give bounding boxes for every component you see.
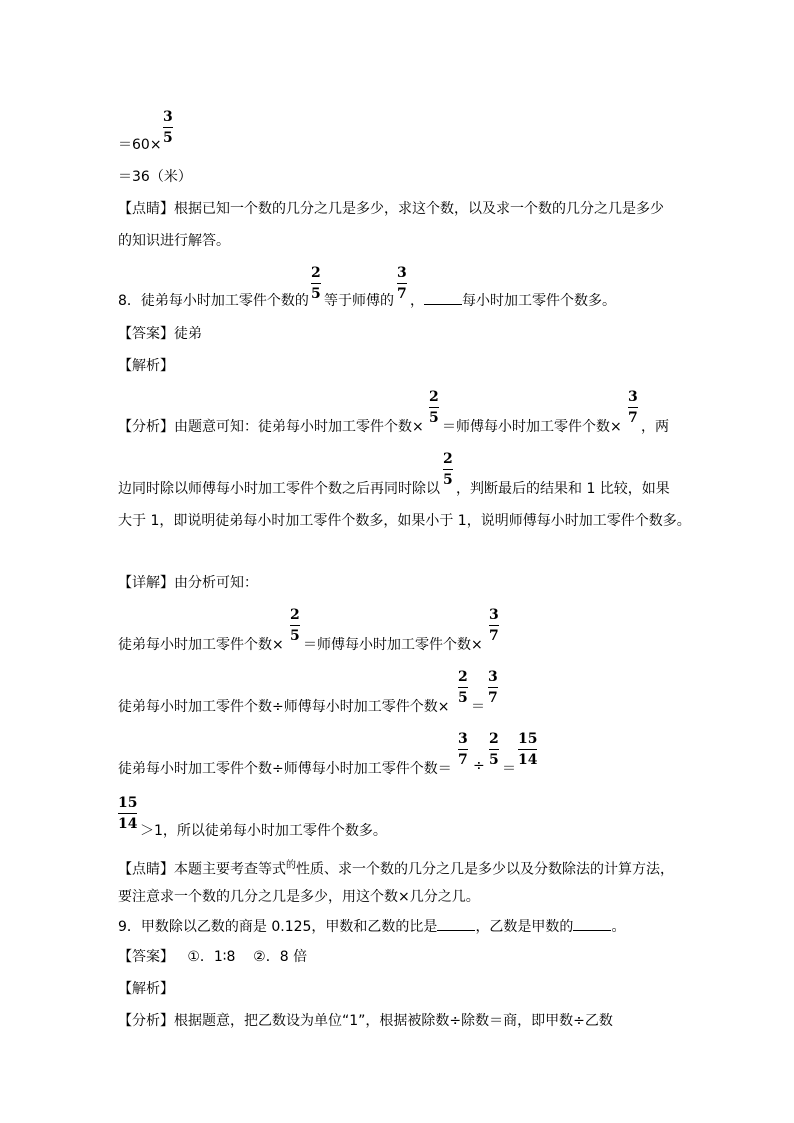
detail-title: 【详解】由分析可知： [118, 575, 258, 591]
analysis-line-3: 大于 1，即说明徒弟每小时加工零件个数多，如果小于 1，说明师傅每小时加工零件个数多。 [118, 513, 691, 529]
fraction-bar [163, 127, 173, 128]
fraction-bar [397, 283, 407, 284]
q9-answer: 【答案】 ①．1∶8 ②．8 倍 [118, 949, 308, 965]
q8-point-b: 性质、求一个数的几分之几是多少以及分数除法的计算方法， [296, 861, 674, 878]
q8-suffix: 每小时加工零件个数多。 [462, 293, 616, 309]
q8-prefix: 8．徒弟每小时加工零件个数的 [118, 293, 309, 309]
answer-blank [573, 918, 611, 931]
q9-part-3: 。 [611, 919, 626, 935]
denominator: 14 [518, 752, 538, 768]
denominator: 7 [489, 628, 499, 644]
fraction-bar [488, 687, 498, 688]
calc-line-2: ＝36（米） [118, 169, 192, 185]
detail-eq-2-equals: ＝ [471, 699, 485, 715]
detail-eq-1-mid: ＝师傅每小时加工零件个数× [303, 637, 483, 653]
denominator: 5 [443, 472, 453, 488]
fraction-bar [118, 813, 137, 814]
numerator: 15 [518, 731, 538, 747]
numerator: 2 [489, 731, 499, 747]
numerator: 3 [163, 109, 173, 125]
denominator: 7 [458, 752, 468, 768]
denominator: 5 [311, 286, 321, 302]
fraction-bar [311, 283, 321, 284]
denominator: 7 [397, 286, 407, 302]
analysis-line-1-end: ，两 [641, 419, 669, 435]
fraction [290, 607, 300, 644]
q8-comma: ， [410, 293, 424, 309]
q8-point-a: 【点睛】本题主要考查等式 [118, 861, 286, 878]
fraction-bar [290, 625, 300, 626]
fraction [311, 265, 321, 302]
point-line-2: 的知识进行解答。 [118, 233, 230, 249]
detail-eq-3-text: 徒弟每小时加工零件个数÷师傅每小时加工零件个数＝ [118, 761, 452, 777]
fraction-bar [518, 749, 537, 750]
fraction [163, 109, 173, 146]
fraction [488, 669, 498, 706]
numerator: 3 [489, 607, 499, 623]
numerator: 2 [458, 669, 468, 685]
q9-part-2: ，乙数是甲数的 [475, 919, 574, 935]
q8-answer: 【答案】徒弟 [118, 326, 202, 342]
numerator: 3 [397, 265, 407, 281]
fraction [489, 731, 499, 768]
q8-point-line-2: 要注意求一个数的几分之几是多少，用这个数×几分之几。 [118, 889, 480, 905]
numerator: 3 [488, 669, 498, 685]
q9-part-1: 9．甲数除以乙数的商是 0.125，甲数和乙数的比是 [118, 919, 438, 935]
q8-point-line-1 [118, 856, 674, 879]
fraction [458, 669, 468, 706]
denominator: 7 [628, 410, 638, 426]
denominator: 5 [163, 130, 173, 146]
denominator: 5 [489, 752, 499, 768]
denominator: 5 [290, 628, 300, 644]
detail-eq-2-text: 徒弟每小时加工零件个数÷师傅每小时加工零件个数× [118, 699, 450, 715]
fraction [518, 731, 537, 768]
analysis-line-1-mid: ＝师傅每小时加工零件个数× [442, 419, 622, 435]
fraction [429, 389, 439, 426]
fraction [489, 607, 499, 644]
point-line-1: 【点睛】根据已知一个数的几分之几是多少，求这个数，以及求一个数的几分之几是多少 [118, 201, 664, 217]
q8-mid: 等于师傅的 [324, 293, 394, 309]
answer-blank [437, 918, 475, 931]
analysis-line-1-text: 【分析】由题意可知：徒弟每小时加工零件个数× [118, 419, 424, 435]
numerator: 2 [290, 607, 300, 623]
denominator: 7 [488, 690, 498, 706]
calc-line-1 [118, 134, 162, 154]
denominator: 14 [118, 816, 138, 832]
denominator: 5 [458, 690, 468, 706]
fraction-bar [458, 687, 468, 688]
fraction [443, 451, 453, 488]
fraction-bar [628, 407, 638, 408]
fraction [628, 389, 638, 426]
q8-tail [410, 290, 616, 310]
detail-conclusion: ＞1，所以徒弟每小时加工零件个数多。 [140, 823, 387, 839]
numerator: 2 [429, 389, 439, 405]
analysis-line-2-text: 边同时除以师傅每小时加工零件个数之后再同时除以 [118, 481, 440, 497]
detail-eq-1-text: 徒弟每小时加工零件个数× [118, 637, 284, 653]
q8-point-sup: 的 [286, 860, 296, 871]
detail-eq-3-divide: ÷ [473, 758, 485, 774]
analysis-line-2-end: ，判断最后的结果和 1 比较，如果 [456, 481, 670, 497]
q9-question [118, 916, 625, 936]
fraction [397, 265, 407, 302]
numerator: 3 [628, 389, 638, 405]
numerator: 2 [443, 451, 453, 467]
fraction-bar [489, 749, 499, 750]
calc-line-1-text: ＝60× [118, 137, 162, 153]
numerator: 2 [311, 265, 321, 281]
denominator: 5 [429, 410, 439, 426]
q8-jiexi: 【解析】 [118, 358, 174, 374]
numerator: 3 [458, 731, 468, 747]
fraction-bar [443, 469, 453, 470]
fraction [118, 795, 137, 832]
fraction-bar [429, 407, 439, 408]
answer-blank [424, 292, 462, 305]
numerator: 15 [118, 795, 138, 811]
q9-analysis: 【分析】根据题意，把乙数设为单位“1”，根据被除数÷除数＝商，即甲数÷乙数 [118, 1013, 613, 1029]
fraction-bar [489, 625, 499, 626]
q9-jiexi: 【解析】 [118, 981, 174, 997]
fraction-bar [458, 749, 468, 750]
fraction [458, 731, 468, 768]
detail-eq-3-equals: ＝ [502, 761, 516, 777]
